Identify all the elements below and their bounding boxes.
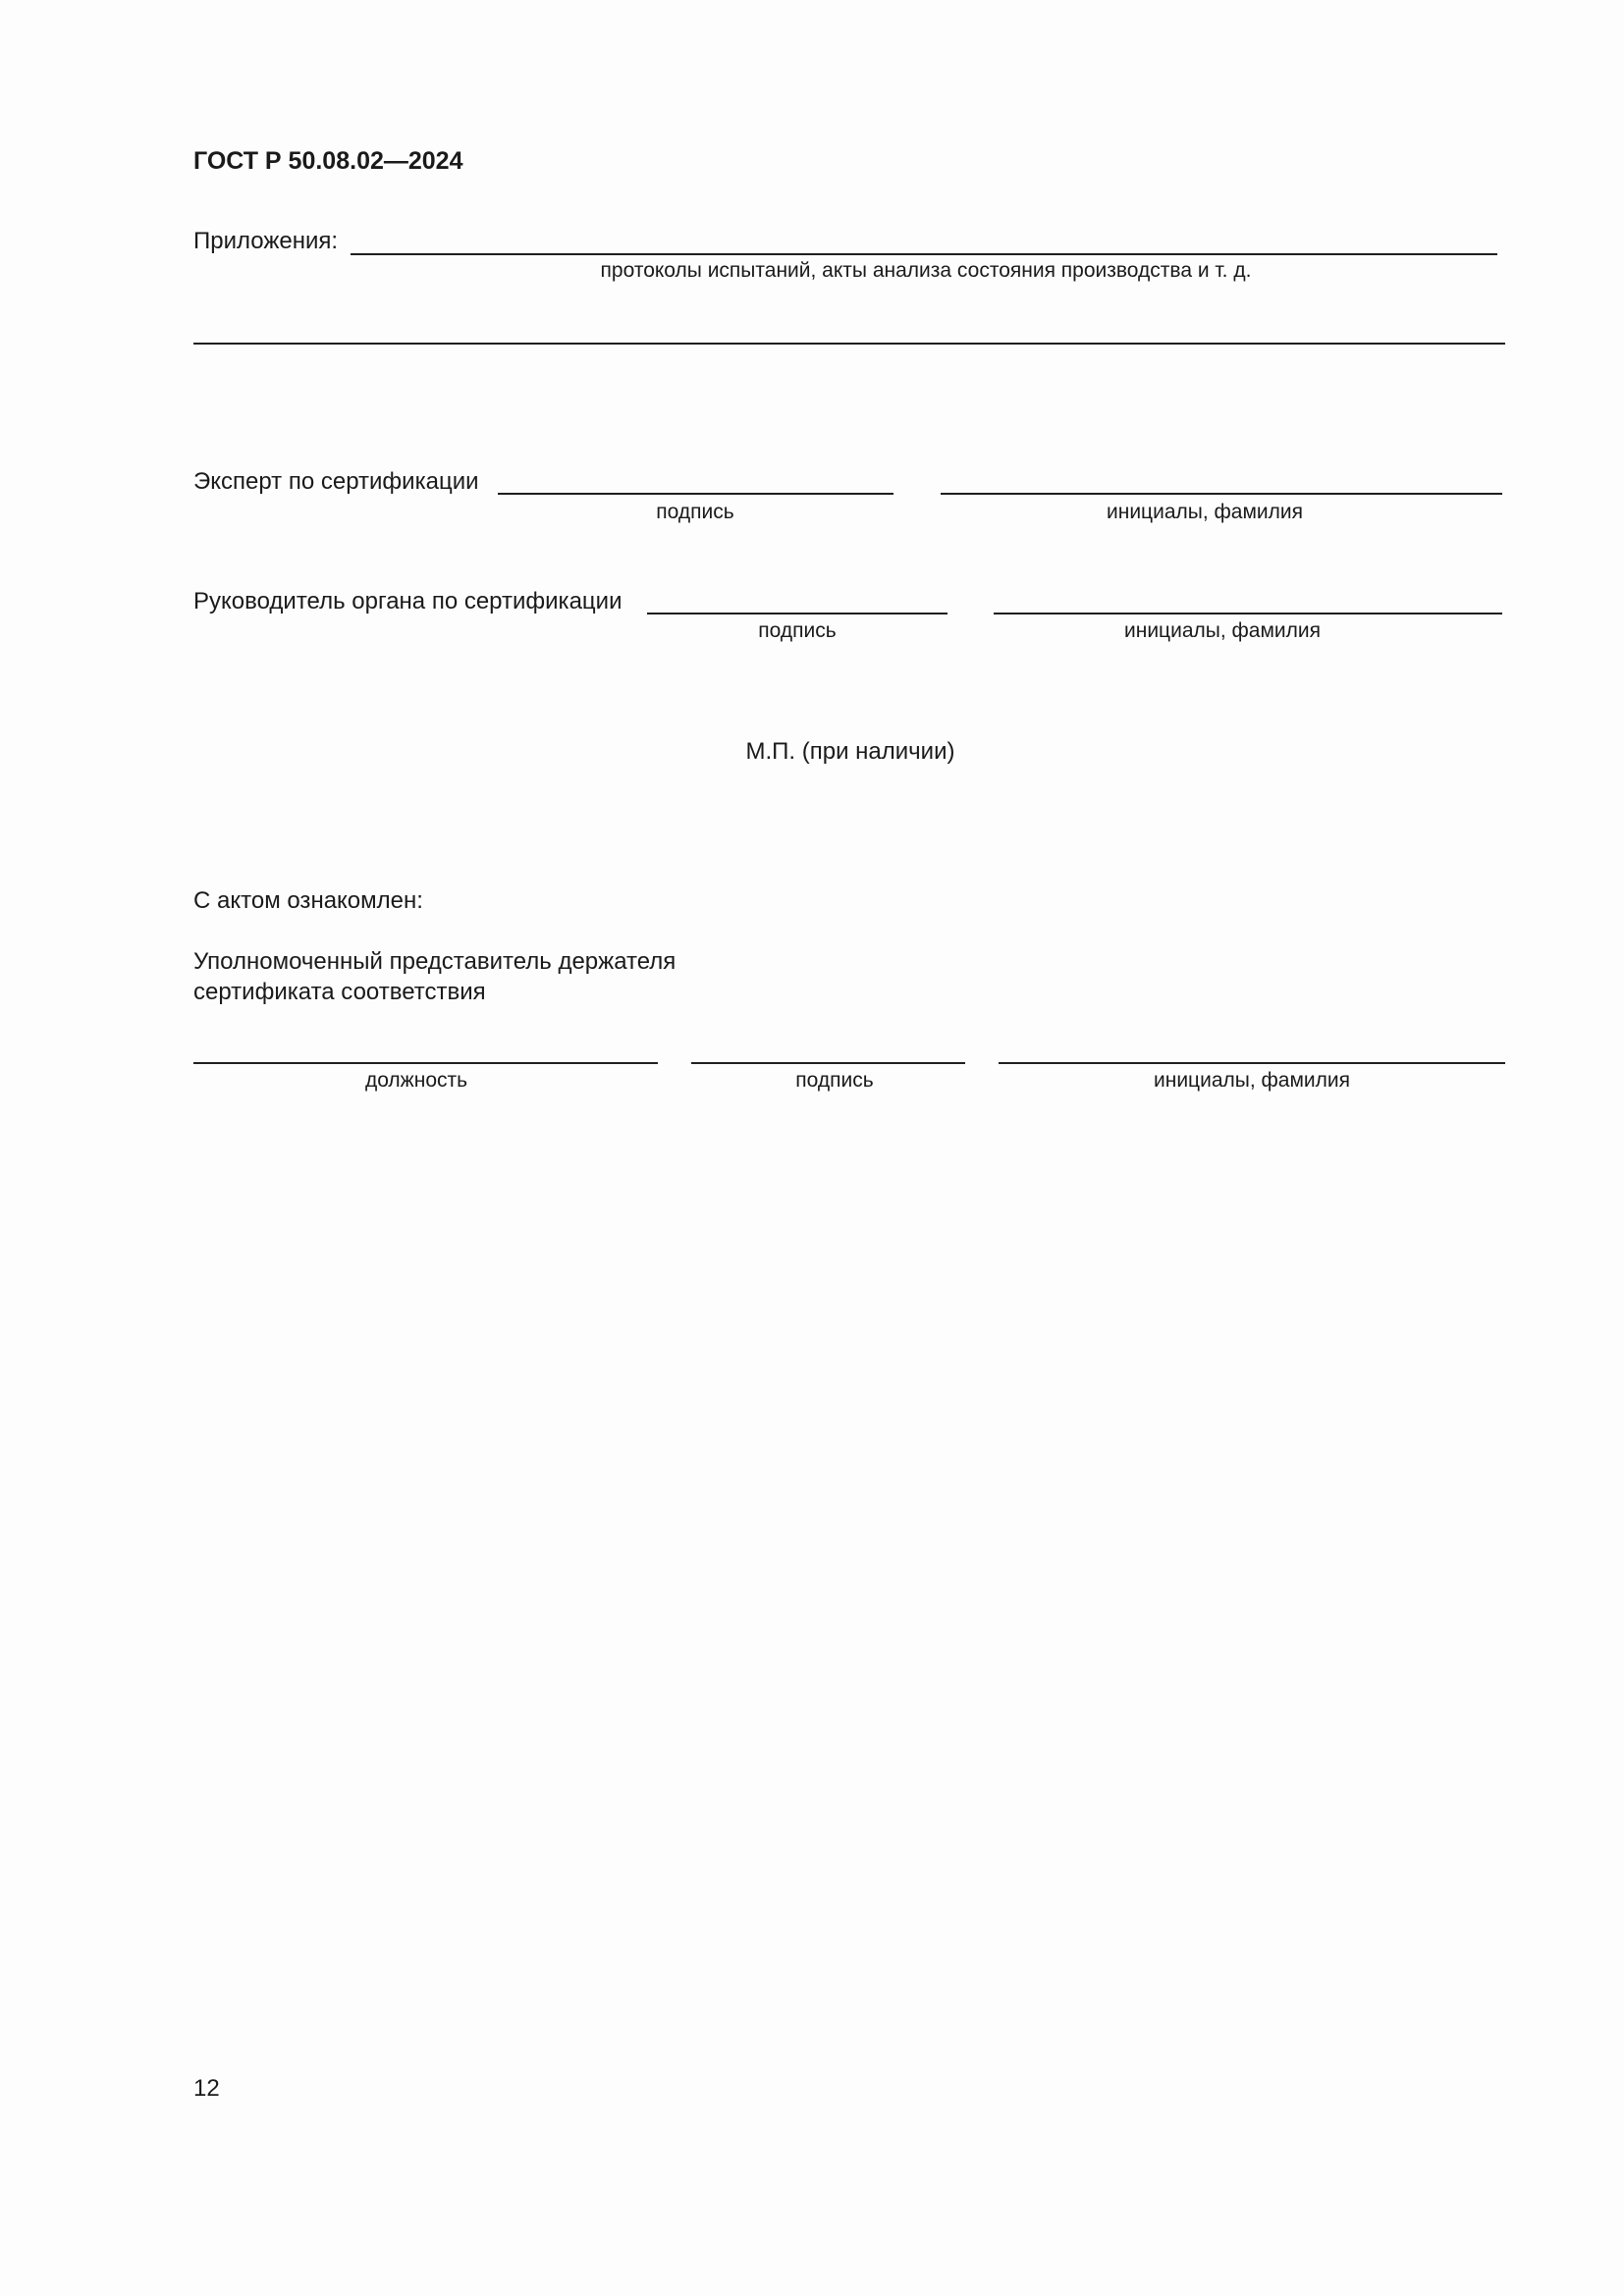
expert-label: Эксперт по сертификации [193, 468, 479, 495]
representative-name-caption: инициалы, фамилия [1154, 1069, 1350, 1092]
head-name-caption: инициалы, фамилия [1124, 619, 1321, 642]
head-signature-line[interactable] [647, 613, 947, 614]
representative-position-line[interactable] [193, 1062, 658, 1064]
representative-signature-line[interactable] [691, 1062, 965, 1064]
representative-signature-caption: подпись [795, 1069, 874, 1092]
representative-line-2: сертификата соответствия [193, 979, 486, 1005]
appendix-label: Приложения: [193, 228, 339, 254]
appendix-field-line-2[interactable] [193, 343, 1505, 345]
representative-position-caption: должность [364, 1069, 468, 1092]
document-code: ГОСТ Р 50.08.02—2024 [193, 147, 463, 175]
representative-name-line[interactable] [999, 1062, 1505, 1064]
head-name-line[interactable] [994, 613, 1502, 614]
appendix-caption: протоколы испытаний, акты анализа состояния производства и т. д. [600, 259, 1252, 282]
page-number: 12 [193, 2075, 220, 2102]
expert-signature-caption: подпись [656, 501, 734, 523]
representative-line-1: Уполномоченный представитель держателя [193, 948, 677, 975]
head-signature-caption: подпись [758, 619, 837, 642]
head-label: Руководитель органа по сертификации [193, 588, 623, 614]
stamp-label: М.П. (при наличии) [745, 738, 955, 765]
appendix-field-line[interactable] [351, 253, 1497, 255]
acknowledged-label: С актом ознакомлен: [193, 887, 423, 914]
expert-name-caption: инициалы, фамилия [1107, 501, 1303, 523]
expert-signature-line[interactable] [498, 493, 893, 495]
expert-name-line[interactable] [941, 493, 1502, 495]
